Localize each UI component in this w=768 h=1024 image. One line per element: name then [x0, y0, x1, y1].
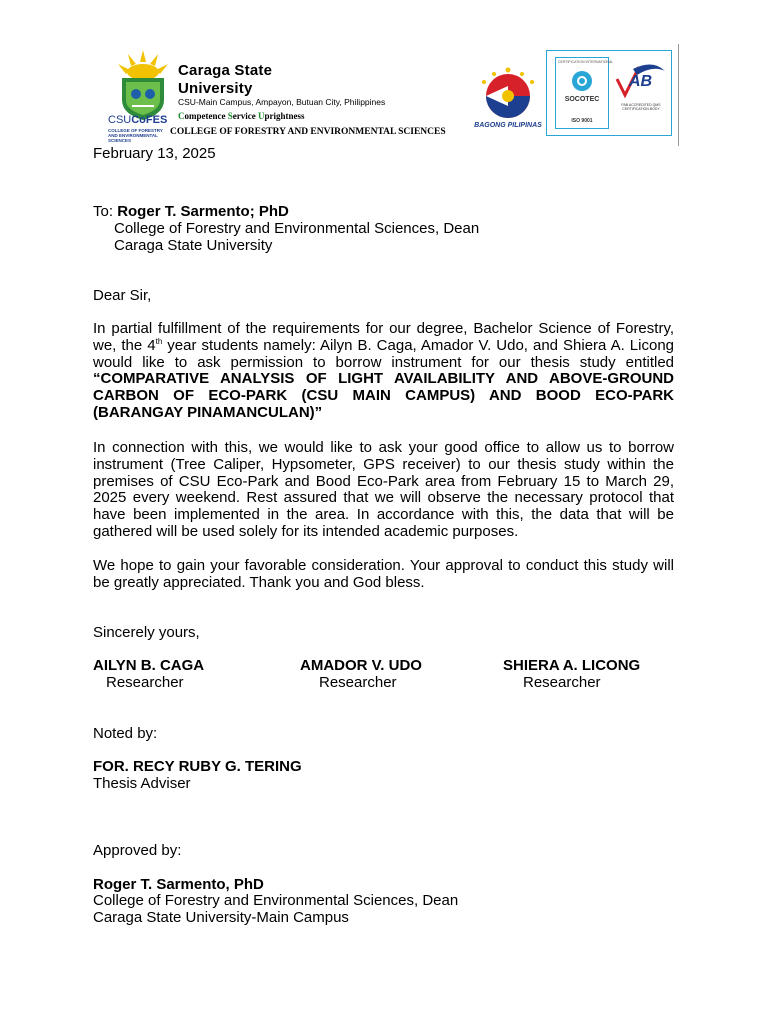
- approver-name: Roger T. Sarmento, PhD: [93, 876, 264, 893]
- thesis-title: “COMPARATIVE ANALYSIS OF LIGHT AVAILABILITY AND ABOVE-GROUND CARBON OF ECO-PARK (CSU MAIN CAMPUS) AND BOOD ECO-PARK (BARANGAY PINAMANCULAN)”: [93, 370, 674, 421]
- researcher-2-role: Researcher: [319, 674, 397, 691]
- pab-sub-label: PAB ACCREDITED QMS CERTIFICATION BODY: [621, 103, 661, 111]
- motto-ompetence: ompetence: [184, 111, 228, 121]
- p1-part-a: In partial fulfillment of the requirements for our degree, Bachelor Science of Forestry, we, the 4: [93, 320, 674, 354]
- university-name: [178, 62, 272, 98]
- university-name-line2: University: [178, 80, 253, 97]
- motto-c: C: [178, 111, 185, 121]
- paragraph-closing: We hope to gain your favorable consideration. Your approval to conduct this study will be greatly appreciated. Thank you and God bless.: [93, 557, 674, 591]
- noted-by-label: Noted by:: [93, 725, 158, 742]
- cofes-subtitle: COLLEGE OF FORESTRY AND ENVIRONMENTAL SCIENCES: [108, 128, 163, 143]
- iso-label: ISO 9001: [571, 118, 593, 124]
- approved-by-label: Approved by:: [93, 842, 182, 859]
- motto-prightness: prightness: [264, 111, 305, 121]
- college-name: COLLEGE OF FORESTRY AND ENVIRONMENTAL SCIENCES: [170, 127, 446, 137]
- approver-role: College of Forestry and Environmental Sciences, Dean: [93, 892, 459, 909]
- approver-org: Caraga State University-Main Campus: [93, 909, 349, 926]
- adviser-role: Thesis Adviser: [93, 775, 191, 792]
- motto-ervice: ervice: [232, 111, 258, 121]
- letterhead: [100, 44, 680, 146]
- motto-u: U: [257, 111, 265, 121]
- paragraph-request: [93, 321, 674, 422]
- paragraph-details: In connection with this, we would like to ask your good office to allow us to borrow instrument (Tree Caliper, Hypsometer, GPS receiver) to our thesis study within the premises of CSU Eco-Park and Bood Eco-Park area from February 15 to March 29, 2025 every weekend. Rest assured that we will observe the necessary protocol that have been implemented in the area. In accordance with this, the data that will be gathered will be used solely for its intended academic purposes.: [93, 439, 674, 540]
- researcher-1-role: Researcher: [106, 674, 184, 691]
- p1-superscript: th: [155, 336, 163, 346]
- certification-box: [546, 50, 672, 136]
- adviser-name: FOR. RECY RUBY G. TERING: [93, 758, 302, 775]
- researcher-2-name: AMADOR V. UDO: [300, 657, 422, 674]
- to-prefix: To:: [93, 203, 114, 220]
- cert-intl-label: CERTIFICATION INTERNATIONAL: [558, 60, 614, 64]
- researcher-1-name: AILYN B. CAGA: [93, 657, 205, 674]
- csu-seal-icon: [108, 48, 178, 140]
- cofes-abbr: CoFES: [131, 114, 168, 126]
- recipient-position: College of Forestry and Environmental Sciences, Dean: [114, 220, 480, 237]
- recipient-org: Caraga State University: [114, 237, 273, 254]
- letterhead-divider: [678, 44, 679, 146]
- socotec-badge: [555, 57, 614, 129]
- recipient-block: [93, 204, 289, 221]
- closing-phrase: Sincerely yours,: [93, 624, 200, 641]
- p1-part-b: year students namely: Ailyn B. Caga, Amador V. Udo, and Shiera A. Licong would like to ask permission to borrow instrument for our thesis study entitled: [93, 336, 674, 371]
- socotec-label: SOCOTEC: [564, 96, 600, 103]
- university-address: CSU-Main Campus, Ampayon, Butuan City, Philippines: [178, 97, 386, 107]
- csu-abbr: CSU: [108, 114, 132, 126]
- socotec-logo-icon: [569, 70, 595, 92]
- researcher-3-name: SHIERA A. LICONG: [503, 657, 641, 674]
- recipient-name: Roger T. Sarmento; PhD: [117, 203, 289, 220]
- motto-s: S: [227, 111, 233, 121]
- researcher-3-role: Researcher: [523, 674, 601, 691]
- university-name-line1: Caraga State: [178, 62, 273, 79]
- university-motto: [178, 111, 305, 121]
- bagong-pilipinas-label: BAGONG PILIPINAS: [474, 122, 542, 129]
- letter-date: February 13, 2025: [93, 145, 216, 162]
- pab-label: AB: [629, 73, 653, 90]
- salutation: Dear Sir,: [93, 287, 152, 304]
